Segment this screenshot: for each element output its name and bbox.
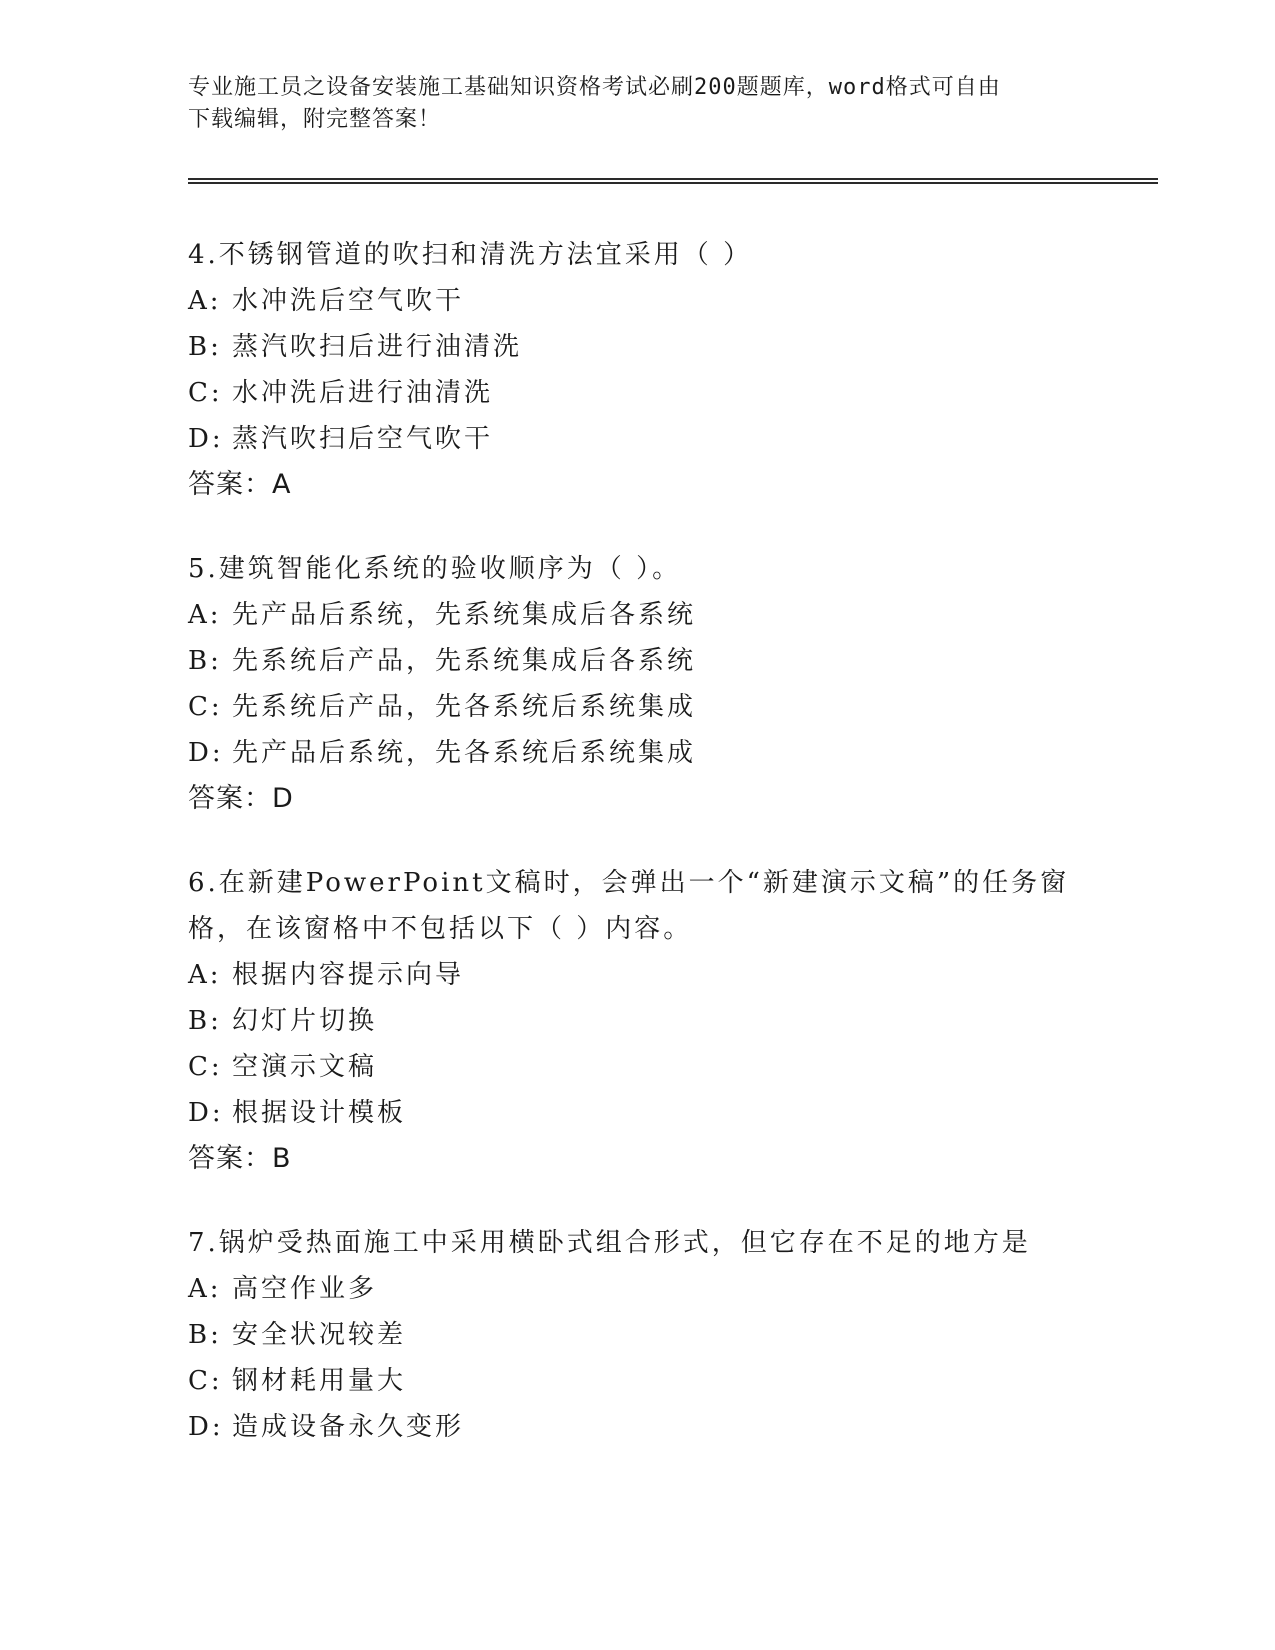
option-text: 造成设备永久变形 — [232, 1412, 465, 1442]
answer-line: 答案：B — [188, 1143, 292, 1174]
option-text: 根据设计模板 — [232, 1098, 407, 1128]
question-stem: 4.不锈钢管道的吹扫和清洗方法宜采用（ ） — [188, 240, 753, 270]
option-text: 先系统后产品，先各系统后系统集成 — [232, 692, 697, 722]
option-c — [188, 684, 1088, 730]
option-text: 水冲洗后空气吹干 — [232, 286, 465, 316]
question-stem: 7.锅炉受热面施工中采用横卧式组合形式，但它存在不足的地方是 — [188, 1228, 1031, 1258]
document-header — [188, 72, 1088, 136]
option-text: 水冲洗后进行油清洗 — [232, 378, 494, 408]
option-text: 根据内容提示向导 — [232, 960, 465, 990]
question-7 — [188, 1220, 1088, 1450]
option-d — [188, 1404, 1088, 1450]
question-4 — [188, 232, 1088, 508]
option-c — [188, 370, 1088, 416]
option-key: B: — [188, 1320, 222, 1350]
option-d — [188, 1090, 1088, 1136]
header-line-2: 下载编辑，附完整答案！ — [188, 107, 442, 132]
option-key: C: — [188, 1052, 223, 1082]
option-text: 安全状况较差 — [232, 1320, 407, 1350]
header-divider-top — [188, 178, 1158, 180]
option-key: D: — [188, 1098, 224, 1128]
option-text: 幻灯片切换 — [232, 1006, 378, 1036]
option-c — [188, 1358, 1088, 1404]
option-key: C: — [188, 378, 223, 408]
question-stem: 5.建筑智能化系统的验收顺序为（ ）。 — [188, 554, 682, 584]
option-b — [188, 324, 1088, 370]
option-d — [188, 416, 1088, 462]
header-divider-bottom — [188, 182, 1158, 184]
option-text: 先产品后系统，先系统集成后各系统 — [232, 600, 697, 630]
option-key: D: — [188, 1412, 224, 1442]
answer-line: 答案：D — [188, 783, 294, 814]
option-key: C: — [188, 692, 223, 722]
option-text: 先系统后产品，先系统集成后各系统 — [232, 646, 697, 676]
option-b — [188, 638, 1088, 684]
question-list — [188, 232, 1088, 1488]
option-c — [188, 1044, 1088, 1090]
option-key: A: — [188, 1274, 222, 1304]
option-text: 蒸汽吹扫后空气吹干 — [232, 424, 494, 454]
option-key: D: — [188, 424, 224, 454]
option-key: B: — [188, 1006, 222, 1036]
option-key: B: — [188, 332, 222, 362]
option-text: 高空作业多 — [232, 1274, 378, 1304]
option-b — [188, 1312, 1088, 1358]
option-text: 蒸汽吹扫后进行油清洗 — [232, 332, 523, 362]
question-6 — [188, 860, 1088, 1182]
option-key: D: — [188, 738, 224, 768]
option-key: A: — [188, 286, 222, 316]
question-5 — [188, 546, 1088, 822]
option-a — [188, 952, 1088, 998]
option-key: C: — [188, 1366, 223, 1396]
option-a — [188, 278, 1088, 324]
option-key: A: — [188, 600, 222, 630]
option-text: 先产品后系统，先各系统后系统集成 — [232, 738, 697, 768]
option-d — [188, 730, 1088, 776]
option-b — [188, 998, 1088, 1044]
answer-line: 答案：A — [188, 469, 292, 500]
option-key: A: — [188, 960, 222, 990]
option-text: 钢材耗用量大 — [232, 1366, 407, 1396]
option-a — [188, 1266, 1088, 1312]
header-line-1: 专业施工员之设备安装施工基础知识资格考试必刷200题题库，word格式可自由 — [188, 75, 1001, 100]
option-text: 空演示文稿 — [232, 1052, 378, 1082]
question-stem: 6.在新建PowerPoint文稿时，会弹出一个“新建演示文稿”的任务窗格，在该窗格中不包括以下（ ）内容。 — [188, 868, 1070, 944]
option-a — [188, 592, 1088, 638]
option-key: B: — [188, 646, 222, 676]
